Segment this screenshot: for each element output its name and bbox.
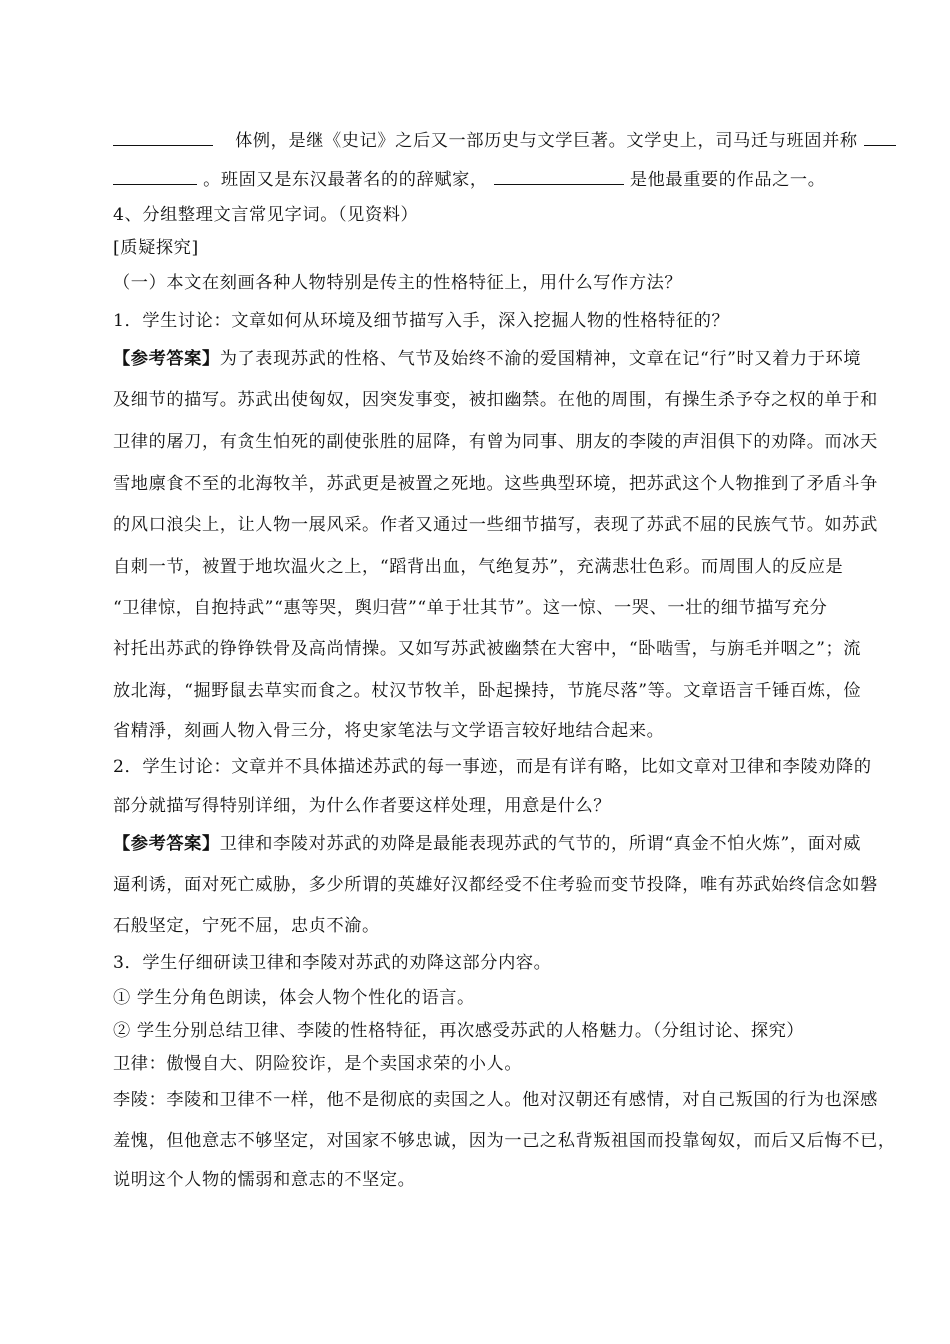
weilv-summary: 卫律：傲慢自大、阴险狡诈，是个卖国求荣的小人。: [113, 1054, 523, 1074]
answer-text: 为了表现苏武的性格、气节及始终不渝的爱国精神，文章在记“行”时又着力于环境: [219, 349, 862, 369]
liling-summary-line: 李陵：李陵和卫律不一样，他不是彻底的卖国之人。他对汉朝还有感情，对自己叛国的行为也深感: [113, 1090, 878, 1110]
main-question: （一）本文在刻画各种人物特别是传主的性格特征上，用什么写作方法？: [113, 273, 683, 293]
liling-summary-line: 说明这个人物的懦弱和意志的不坚定。: [113, 1170, 416, 1190]
question-3-step-1: ① 学生分角色朗读，体会人物个性化的语言。: [113, 988, 475, 1008]
answer-1-line: 及细节的描写。苏武出使匈奴，因突发事变，被扣幽禁。在他的周围，有操生杀予夺之权的单于和: [113, 390, 878, 410]
answer-1-line: 雪地廪食不至的北海牧羊，苏武更是被置之死地。这些典型环境，把苏武这个人物推到了矛盾斗争: [113, 474, 878, 494]
intro-line-1: [113, 131, 873, 151]
answer-1-line: 的风口浪尖上，让人物一展风采。作者又通过一些细节描写，表现了苏武不屈的民族气节。如苏武: [113, 515, 878, 535]
answer-1-line: 放北海，“掘野鼠去草实而食之。杖汉节牧羊，卧起操持，节旄尽落”等。文章语言千锤百炼，俭: [113, 681, 862, 701]
answer-1-line: 衬托出苏武的铮铮铁骨及高尚情操。又如写苏武被幽禁在大窖中，“卧啮雪，与旃毛并咽之”；流: [113, 639, 862, 659]
intro-line-2: [113, 170, 873, 190]
intro-text: 。班固又是东汉最著名的的辞赋家，: [203, 170, 488, 190]
question-3: 3．学生仔细研读卫律和李陵对苏武的劝降这部分内容。: [113, 953, 552, 973]
answer-2-line: 石般坚定，宁死不屈，忠贞不渝。: [113, 916, 380, 936]
item-4: 4、分组整理文言常见字词。（见资料）: [113, 205, 419, 225]
fill-blank[interactable]: [113, 131, 213, 146]
question-2-line: 部分就描写得特别详细，为什么作者要这样处理，用意是什么？: [113, 796, 612, 816]
intro-text: 体例，是继《史记》之后又一部历史与文学巨著。文学史上，司马迁与班固并称: [235, 131, 858, 151]
answer-1-line: 卫律的屠刀，有贪生怕死的副使张胜的屈降，有曾为同事、朋友的李陵的声泪俱下的劝降。而冰天: [113, 432, 878, 452]
question-1: 1．学生讨论：文章如何从环境及细节描写入手，深入挖掘人物的性格特征的？: [113, 311, 730, 331]
fill-blank[interactable]: [494, 170, 624, 185]
answer-1-line: “卫律惊，自抱持武”“惠等哭，舆归营”“单于壮其节”。这一惊、一哭、一壮的细节描写充分: [113, 598, 828, 618]
answer-2-line: [113, 834, 873, 854]
answer-1-line: 自刺一节，被置于地坎温火之上，“蹈背出血，气绝复苏”，充满悲壮色彩。而周围人的反应是: [113, 557, 844, 577]
fill-blank[interactable]: [113, 170, 197, 185]
question-2-line: 2．学生讨论：文章并不具体描述苏武的每一事迹，而是有详有略，比如文章对卫律和李陵劝降的: [113, 757, 872, 777]
answer-text: 卫律和李陵对苏武的劝降是最能表现苏武的气节的，所谓“真金不怕火炼”，面对威: [219, 834, 862, 854]
answer-label: 【参考答案】: [113, 834, 220, 854]
section-heading: [质疑探究]: [113, 238, 199, 258]
answer-1-line: [113, 349, 873, 369]
liling-summary-line: 羞愧，但他意志不够坚定，对国家不够忠诚，因为一己之私背叛祖国而投靠匈奴，而后又后悔不已，: [113, 1131, 896, 1151]
question-3-step-2: ② 学生分别总结卫律、李陵的性格特征，再次感受苏武的人格魅力。（分组讨论、探究）: [113, 1021, 805, 1041]
answer-2-line: 逼利诱，面对死亡威胁，多少所谓的英雄好汉都经受不住考验而变节投降，唯有苏武始终信念如磐: [113, 875, 878, 895]
answer-1-line: 省精淨，刻画人物入骨三分，将史家笔法与文学语言较好地结合起来。: [113, 721, 665, 741]
intro-text: 是他最重要的作品之一。: [629, 170, 826, 190]
fill-blank[interactable]: [864, 131, 896, 146]
answer-label: 【参考答案】: [113, 349, 220, 369]
